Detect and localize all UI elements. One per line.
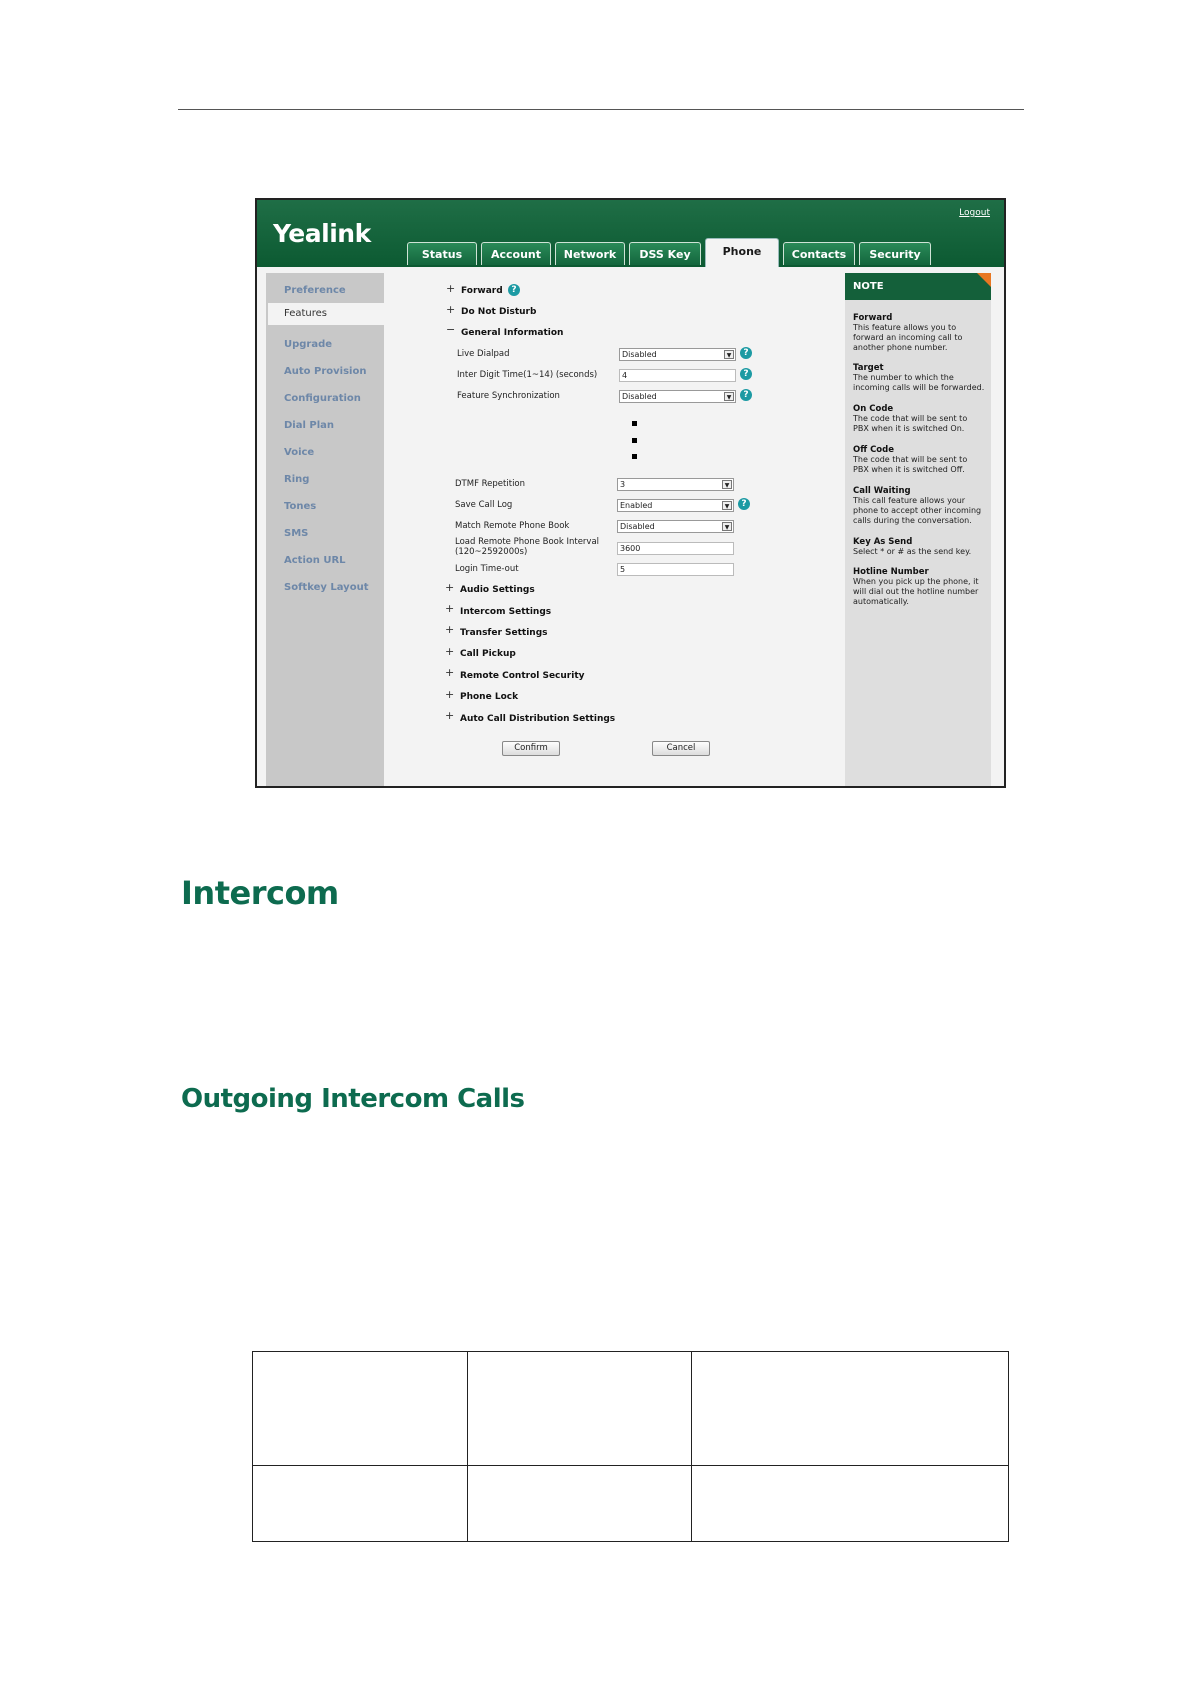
inter-digit-input[interactable]: 4 [619,369,736,382]
sidebar-item-auto-provision[interactable]: Auto Provision [284,366,367,377]
cancel-button[interactable]: Cancel [652,741,710,756]
login-timeout-input[interactable]: 5 [617,563,734,576]
sidebar-item-preference[interactable]: Preference [284,285,346,296]
expand-icon[interactable]: + [445,688,455,701]
heading-intercom: Intercom [181,874,339,912]
help-icon[interactable]: ? [738,498,750,510]
section-audio-settings[interactable]: Audio Settings [460,585,535,595]
table-cell [468,1466,692,1542]
feature-sync-label: Feature Synchronization [457,391,560,401]
expand-icon[interactable]: + [445,623,455,636]
ellipsis-bullet [632,454,637,459]
help-icon[interactable]: ? [508,284,520,296]
section-auto-call-distribution[interactable]: Auto Call Distribution Settings [460,714,616,724]
match-phone-book-select[interactable]: Disabled ▼ [617,520,734,533]
save-call-log-select[interactable]: Enabled ▼ [617,499,734,512]
save-call-log-label: Save Call Log [455,500,513,510]
yealink-logo: Yealink [273,219,371,248]
table-cell [692,1352,1009,1466]
tab-status[interactable]: Status [407,242,477,265]
live-dialpad-select[interactable]: Disabled ▼ [619,348,736,361]
chevron-down-icon: ▼ [724,350,734,359]
table-cell [253,1466,468,1542]
note-entry-title: Hotline Number [853,567,929,577]
section-do-not-disturb[interactable]: Do Not Disturb [461,307,537,317]
page-header-rule [178,109,1024,110]
section-forward[interactable]: Forward [461,286,503,296]
note-corner-decoration [977,273,991,287]
note-entry-title: Call Waiting [853,486,911,496]
section-call-pickup[interactable]: Call Pickup [460,649,516,659]
expand-icon[interactable]: + [445,602,455,615]
table-row [253,1352,1009,1466]
table-cell [468,1352,692,1466]
section-transfer-settings[interactable]: Transfer Settings [460,628,548,638]
note-entry-text: When you pick up the phone, it will dial out the hotline number automatically. [853,577,979,606]
table-cell [692,1466,1009,1542]
dtmf-repetition-label: DTMF Repetition [455,479,526,489]
note-title: NOTE [845,273,991,300]
sidebar-item-configuration[interactable]: Configuration [284,393,361,404]
confirm-button[interactable]: Confirm [502,741,560,756]
sidebar-item-voice[interactable]: Voice [284,447,315,458]
web-ui-screenshot [255,198,1006,788]
tab-security[interactable]: Security [859,242,931,265]
sidebar-item-features[interactable]: Features [268,303,384,325]
note-entry-text: The code that will be sent to PBX when it is switched Off. [853,455,968,474]
section-intercom-settings[interactable]: Intercom Settings [460,607,552,617]
note-entry-text: The number to which the incoming calls will be forwarded. [853,373,985,392]
table-cell [253,1352,468,1466]
sidebar-item-dial-plan[interactable]: Dial Plan [284,420,335,431]
note-entry-text: The code that will be sent to PBX when it is switched On. [853,414,968,433]
note-entry-title: On Code [853,404,894,414]
document-table [252,1351,1009,1542]
help-icon[interactable]: ? [740,389,752,401]
chevron-down-icon: ▼ [722,501,732,510]
ellipsis-bullet [632,438,637,443]
tab-contacts[interactable]: Contacts [783,242,855,265]
login-timeout-label: Login Time-out [455,564,519,574]
chevron-down-icon: ▼ [722,522,732,531]
note-entry-text: This feature allows you to forward an incoming call to another phone number. [853,323,963,352]
table-row [253,1466,1009,1542]
expand-forward-icon[interactable]: + [446,282,456,295]
sidebar-item-upgrade[interactable]: Upgrade [284,339,333,350]
tab-dss-key[interactable]: DSS Key [629,242,701,265]
note-entry-title: Target [853,363,884,373]
features-panel [384,267,845,786]
expand-icon[interactable]: + [445,645,455,658]
match-phone-book-label: Match Remote Phone Book [455,521,570,531]
note-entry-text: This call feature allows your phone to accept other incoming calls during the conversation. [853,496,982,525]
heading-outgoing-intercom-calls: Outgoing Intercom Calls [181,1084,525,1114]
tab-phone[interactable]: Phone [705,238,779,267]
sidebar-item-tones[interactable]: Tones [284,501,317,512]
expand-dnd-icon[interactable]: + [446,303,456,316]
note-entry-title: Forward [853,313,893,323]
chevron-down-icon: ▼ [724,392,734,401]
note-entry-text: Select * or # as the send key. [853,547,972,556]
inter-digit-label: Inter Digit Time(1~14) (seconds) [457,370,598,380]
live-dialpad-label: Live Dialpad [457,349,510,359]
dtmf-repetition-select[interactable]: 3 ▼ [617,478,734,491]
ellipsis-bullet [632,421,637,426]
tab-network[interactable]: Network [555,242,625,265]
sidebar-item-ring[interactable]: Ring [284,474,310,485]
chevron-down-icon: ▼ [722,480,732,489]
logout-link[interactable]: Logout [959,208,990,218]
sidebar [266,273,384,786]
note-entry-title: Off Code [853,445,894,455]
tab-account[interactable]: Account [481,242,551,265]
sidebar-item-action-url[interactable]: Action URL [284,555,346,566]
feature-sync-select[interactable]: Disabled ▼ [619,390,736,403]
section-general-information[interactable]: General Information [461,328,564,338]
section-phone-lock[interactable]: Phone Lock [460,692,519,702]
expand-icon[interactable]: + [445,666,455,679]
expand-icon[interactable]: + [445,709,455,722]
help-icon[interactable]: ? [740,368,752,380]
collapse-general-icon[interactable]: − [446,323,456,336]
expand-icon[interactable]: + [445,581,455,594]
note-entry-title: Key As Send [853,537,913,547]
web-ui-header [257,200,1004,267]
section-remote-control-security[interactable]: Remote Control Security [460,671,585,681]
help-icon[interactable]: ? [740,347,752,359]
note-panel [845,273,991,786]
load-phone-book-label: Load Remote Phone Book Interval (120~2592000s) [455,537,600,557]
load-phone-book-input[interactable]: 3600 [617,542,734,555]
sidebar-item-softkey-layout[interactable]: Softkey Layout [284,582,369,593]
sidebar-item-sms[interactable]: SMS [284,528,309,539]
